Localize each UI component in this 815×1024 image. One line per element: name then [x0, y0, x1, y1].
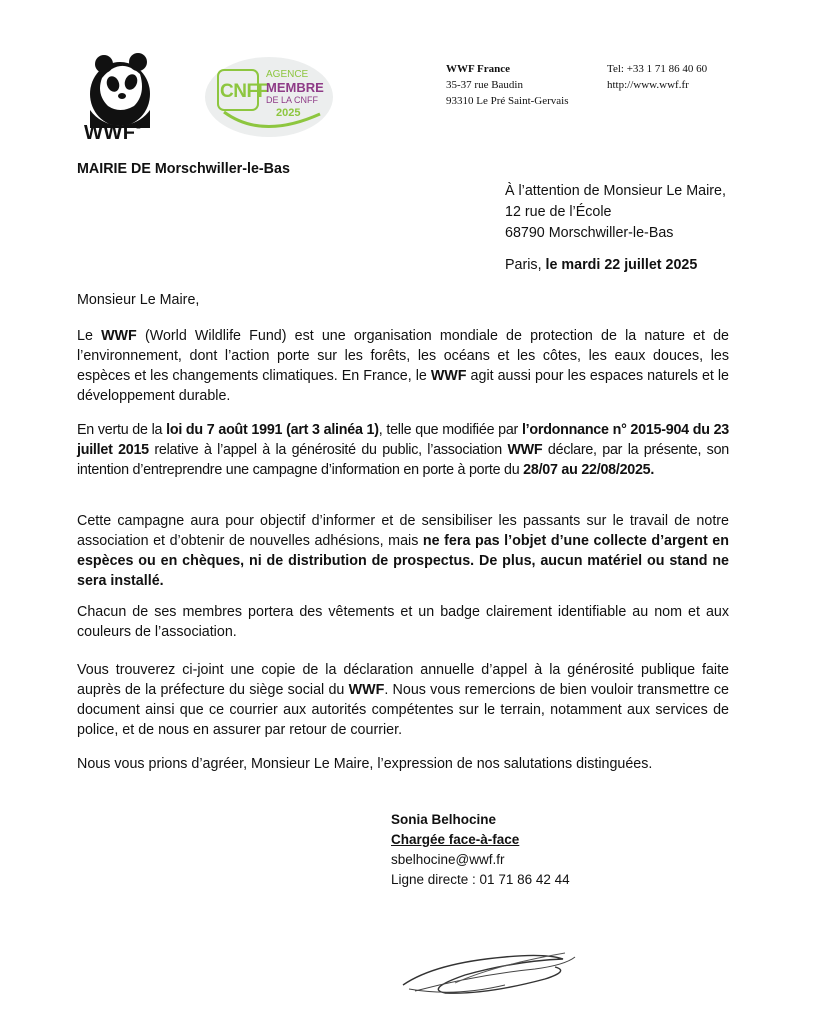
- panda-icon: [80, 48, 160, 128]
- cnff-logo: [202, 54, 336, 140]
- text: , telle que modifiée par: [378, 422, 522, 438]
- sender-name: WWF France: [446, 63, 511, 75]
- text: déclare, par la présente, son intention d’entreprendre une campagne d’information en porte à porte du: [77, 442, 729, 478]
- handwritten-signature: [395, 935, 595, 1005]
- paragraph-campaign: [77, 511, 729, 591]
- bold-text: l’ordonnance n° 2015-904 du 23 juillet 2015: [77, 422, 729, 458]
- bold-text: WWF: [101, 328, 137, 344]
- paragraph-intro: [77, 326, 729, 406]
- cnff-line3: DE LA CNFF: [266, 95, 319, 105]
- registered-mark: ®: [135, 122, 142, 131]
- text: agit aussi pour les espaces naturels et le développement durable.: [77, 368, 729, 404]
- paragraph-closing: Nous vous prions d’agréer, Monsieur Le Maire, l’expression de nos salutations distinguées.: [77, 756, 653, 772]
- text: relative à l’appel à la générosité du public, l’association: [148, 442, 508, 458]
- bold-text: WWF: [430, 368, 467, 384]
- sender-city: 93310 Le Pré Saint-Gervais: [446, 95, 569, 107]
- recipient-line2: 12 rue de l’École: [505, 204, 612, 220]
- letter-date: [505, 255, 697, 276]
- bold-text: WWF: [348, 682, 385, 698]
- text: . Nous vous remercions de bien vouloir transmettre ce document ainsi que ce courrier aux autorités compétentes sur le terrain, notamment aux services de police, et de nous en assurer par retour de courrier.: [77, 682, 729, 738]
- bold-text: 28/07 au 22/08/2025.: [523, 462, 655, 478]
- recipient-line3: 68790 Morschwiller-le-Bas: [505, 225, 674, 241]
- text: En vertu de la: [77, 422, 167, 438]
- wwf-logo: [80, 48, 160, 146]
- paragraph-members: Chacun de ses membres portera des vêtements et un badge clairement identifiable au nom et aux couleurs de l’association.: [77, 604, 729, 640]
- recipient-header: MAIRIE DE Morschwiller-le-Bas: [77, 161, 290, 177]
- paragraph-attachment: [77, 660, 729, 740]
- bold-text: ne fera pas l’objet d’une collecte d’argent en espèces ou en chèques, ni de distribution de prospectus. De plus, aucun matériel ou stand ne sera installé.: [77, 533, 729, 589]
- text: (World Wildlife Fund) est une organisation mondiale de protection de la nature et de l’environnement, dont l’action porte sur les forêts, les océans et les côtes, les eaux douces, les espèces et les changements climatiques. En France, le: [77, 328, 730, 384]
- sender-street: 35-37 rue Baudin: [446, 79, 523, 91]
- recipient-address: [505, 181, 726, 244]
- salutation: Monsieur Le Maire,: [77, 292, 200, 308]
- cnff-year: 2025: [276, 107, 301, 119]
- date-prefix: Paris,: [505, 257, 546, 273]
- bold-text: WWF: [507, 442, 543, 458]
- sender-tel: Tel: +33 1 71 86 40 60: [607, 63, 708, 75]
- text: Vous trouverez ci-joint une copie de la déclaration annuelle d’appel à la générosité publique faite auprès de la préfecture du siège social du: [77, 662, 729, 698]
- sender-block: [446, 61, 569, 109]
- bold-text: loi du 7 août 1991 (art 3 alinéa 1): [166, 422, 379, 438]
- signature-block: [391, 810, 570, 890]
- text: Cette campagne aura pour objectif d’informer et de sensibiliser les passants sur le travail de notre association et d’obtenir de nouvelles adhésions, mais: [77, 513, 729, 549]
- wwf-wordmark: WWF: [84, 122, 136, 144]
- cnff-brand: CNFF: [220, 81, 269, 102]
- signer-title: Chargée face-à-face: [391, 832, 520, 847]
- paragraph-legal: [77, 420, 729, 480]
- recipient-line1: À l’attention de Monsieur Le Maire,: [505, 183, 726, 199]
- signer-email[interactable]: sbelhocine@wwf.fr: [391, 852, 505, 867]
- cnff-line2: MEMBRE: [266, 80, 324, 95]
- date-value: le mardi 22 juillet 2025: [545, 257, 698, 273]
- sender-contact: [607, 61, 707, 93]
- signer-name: Sonia Belhocine: [391, 812, 497, 827]
- sender-web[interactable]: http://www.wwf.fr: [607, 79, 689, 91]
- text: Le: [77, 328, 102, 344]
- cnff-line1: AGENCE: [266, 69, 309, 80]
- signer-phone: Ligne directe : 01 71 86 42 44: [391, 872, 570, 887]
